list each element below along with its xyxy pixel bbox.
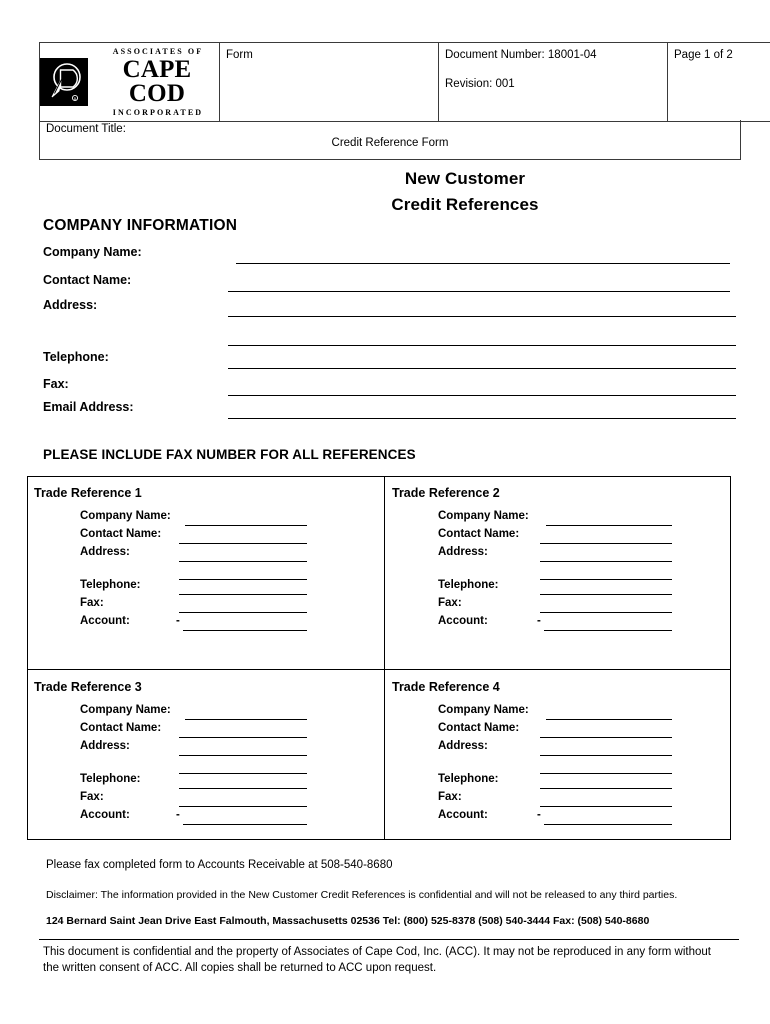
- document-number-cell: [439, 43, 668, 122]
- trade-reference-field-row: [386, 791, 726, 809]
- trade-reference-cell: [28, 671, 380, 853]
- trade-references-grid: [27, 476, 731, 840]
- trade-reference-cell: [28, 477, 380, 659]
- logo-cell: [40, 43, 220, 122]
- trade-reference-input-line[interactable]: [544, 824, 672, 825]
- trade-reference-field-row: [28, 579, 368, 597]
- trade-reference-field-label: Contact Name:: [438, 528, 520, 540]
- account-prefix-dash: -: [176, 615, 180, 627]
- company-field-row: [43, 350, 703, 372]
- company-field-input-line[interactable]: [228, 368, 736, 369]
- trade-reference-input-line[interactable]: [540, 612, 672, 613]
- trade-reference-title: Trade Reference 3: [34, 680, 142, 694]
- trade-reference-input-line[interactable]: [179, 561, 307, 562]
- disclaimer-text: Disclaimer: The information provided in the New Customer Credit References is confidential and will not be released to any third parties.: [46, 889, 678, 901]
- trade-reference-field-label: Telephone:: [438, 579, 499, 591]
- trade-reference-field-row: [386, 740, 726, 758]
- company-field-label: Telephone:: [43, 350, 109, 364]
- trade-reference-field-label: Account:: [438, 809, 488, 821]
- logo-wordmark: [95, 48, 219, 117]
- trade-reference-field-row: [28, 597, 368, 615]
- revision-number: Revision: 001: [445, 78, 515, 91]
- trade-reference-input-line[interactable]: [179, 612, 307, 613]
- trade-reference-input-line[interactable]: [540, 594, 672, 595]
- form-label: Form: [226, 49, 253, 61]
- company-field-row: [43, 400, 703, 422]
- trade-reference-input-line[interactable]: [183, 630, 307, 631]
- logo-line-associates: ASSOCIATES OF: [112, 46, 204, 56]
- trade-reference-input-line[interactable]: [179, 594, 307, 595]
- page-title: [300, 166, 630, 218]
- trade-reference-field-row: [386, 597, 726, 615]
- fax-notice: PLEASE INCLUDE FAX NUMBER FOR ALL REFERENCES: [43, 447, 416, 462]
- trade-reference-field-row: [386, 510, 726, 528]
- company-field-label: Address:: [43, 298, 98, 312]
- horseshoe-crab-icon: [40, 58, 88, 106]
- grid-horizontal-divider: [28, 669, 730, 670]
- logo-line-incorporated: INCORPORATED: [112, 107, 204, 117]
- trade-reference-input-line[interactable]: [546, 525, 672, 526]
- trade-reference-title: Trade Reference 1: [34, 486, 142, 500]
- trade-reference-field-label: Telephone:: [438, 773, 499, 785]
- trade-reference-input-line[interactable]: [540, 788, 672, 789]
- trade-reference-input-line[interactable]: [546, 719, 672, 720]
- trade-reference-input-line[interactable]: [544, 630, 672, 631]
- trade-reference-field-label: Fax:: [438, 791, 462, 803]
- trade-reference-field-row: [386, 704, 726, 722]
- trade-reference-input-line[interactable]: [179, 543, 307, 544]
- trade-reference-field-label: Contact Name:: [438, 722, 520, 734]
- trade-reference-field-row: [386, 546, 726, 564]
- trade-reference-field-label: Company Name:: [80, 704, 171, 716]
- trade-reference-field-row: [28, 809, 368, 827]
- company-field-input-line[interactable]: [236, 263, 730, 264]
- trade-reference-input-line[interactable]: [179, 755, 307, 756]
- company-field-label: Contact Name:: [43, 273, 132, 287]
- company-address: 124 Bernard Saint Jean Drive East Falmouth, Massachusetts 02536 Tel: (800) 525-8378 (508) 540-3444 Fax: (508) 540-8680: [46, 915, 650, 927]
- trade-reference-field-label: Fax:: [80, 597, 104, 609]
- trade-reference-input-line[interactable]: [540, 543, 672, 544]
- page-title-line1: New Customer: [404, 169, 526, 188]
- company-field-input-line[interactable]: [228, 345, 736, 346]
- trade-reference-input-line[interactable]: [185, 525, 307, 526]
- document-title-label: Document Title:: [46, 123, 126, 135]
- trade-reference-field-label: Address:: [438, 740, 488, 752]
- trade-reference-field-row: [28, 510, 368, 528]
- trade-reference-field-row: [28, 791, 368, 809]
- trade-reference-field-row: [386, 579, 726, 597]
- trade-reference-field-row: [28, 722, 368, 740]
- trade-reference-field-label: Address:: [80, 740, 130, 752]
- footer-divider: [39, 939, 739, 940]
- document-title-cell: [40, 120, 741, 160]
- trade-reference-input-line[interactable]: [540, 737, 672, 738]
- trade-reference-input-line[interactable]: [179, 806, 307, 807]
- trade-reference-field-label: Telephone:: [80, 579, 141, 591]
- trade-reference-title: Trade Reference 4: [392, 680, 500, 694]
- page-number-cell: [668, 43, 770, 122]
- trade-reference-field-label: Telephone:: [80, 773, 141, 785]
- logo-line-capecod: CAPE COD: [122, 55, 192, 107]
- trade-reference-field-label: Account:: [80, 809, 130, 821]
- company-field-label: Email Address:: [43, 400, 134, 414]
- company-field-input-line[interactable]: [228, 395, 736, 396]
- trade-reference-cell: [386, 671, 738, 853]
- document-header-table: [39, 42, 770, 122]
- trade-reference-input-line[interactable]: [179, 737, 307, 738]
- document-number: Document Number: 18001-04: [445, 49, 597, 61]
- fax-instruction: Please fax completed form to Accounts Receivable at 508-540-8680: [46, 859, 393, 871]
- trade-reference-input-line[interactable]: [540, 806, 672, 807]
- company-field-row: [43, 298, 703, 320]
- trade-reference-input-line[interactable]: [183, 824, 307, 825]
- trade-reference-field-row: [28, 773, 368, 791]
- document-title-table: [39, 120, 741, 160]
- page-title-line2: Credit References: [391, 194, 539, 214]
- company-field-label: Company Name:: [43, 245, 142, 259]
- company-field-row: [43, 273, 703, 295]
- company-field-row: [43, 377, 703, 399]
- trade-reference-field-label: Account:: [438, 615, 488, 627]
- trade-reference-field-row: [386, 773, 726, 791]
- company-logo: [40, 43, 219, 121]
- trade-reference-field-label: Address:: [438, 546, 488, 558]
- trade-reference-input-line[interactable]: [540, 561, 672, 562]
- trade-reference-field-label: Fax:: [80, 791, 104, 803]
- company-field-label: Fax:: [43, 377, 69, 391]
- trade-reference-field-row: [386, 528, 726, 546]
- trade-reference-field-label: Account:: [80, 615, 130, 627]
- trade-reference-input-line[interactable]: [185, 719, 307, 720]
- trade-reference-field-label: Company Name:: [438, 510, 529, 522]
- trade-reference-field-row: [28, 740, 368, 758]
- trade-reference-field-row: [386, 615, 726, 633]
- trade-reference-field-label: Fax:: [438, 597, 462, 609]
- account-prefix-dash: -: [176, 809, 180, 821]
- trade-reference-field-row: [28, 546, 368, 564]
- company-field-input-line[interactable]: [228, 418, 736, 419]
- company-field-row: [43, 327, 703, 349]
- document-title-value: Credit Reference Form: [331, 137, 449, 149]
- trade-reference-field-label: Contact Name:: [80, 722, 162, 734]
- trade-reference-field-row: [386, 809, 726, 827]
- trade-reference-input-line[interactable]: [540, 755, 672, 756]
- company-field-input-line[interactable]: [228, 316, 736, 317]
- trade-reference-field-row: [28, 615, 368, 633]
- page-number: Page 1 of 2: [674, 49, 733, 61]
- trade-reference-field-row: [28, 528, 368, 546]
- svg-text:R: R: [73, 96, 77, 102]
- trade-reference-field-label: Company Name:: [438, 704, 529, 716]
- trade-reference-input-line[interactable]: [179, 788, 307, 789]
- account-prefix-dash: -: [537, 809, 541, 821]
- trade-reference-field-label: Company Name:: [80, 510, 171, 522]
- account-prefix-dash: -: [537, 615, 541, 627]
- company-field-input-line[interactable]: [228, 291, 730, 292]
- confidentiality-notice: This document is confidential and the property of Associates of Cape Cod, Inc. (ACC). It may not be reproduced in any form without the written consent of ACC. All copies shall be returned to ACC upon request.: [43, 946, 711, 975]
- grid-vertical-divider: [384, 477, 385, 839]
- trade-reference-field-label: Contact Name:: [80, 528, 162, 540]
- trade-reference-cell: [386, 477, 738, 659]
- company-field-row: [43, 245, 703, 267]
- trade-reference-field-label: Address:: [80, 546, 130, 558]
- form-label-cell: [220, 43, 439, 122]
- trade-reference-field-row: [386, 722, 726, 740]
- trade-reference-field-row: [28, 704, 368, 722]
- trade-reference-title: Trade Reference 2: [392, 486, 500, 500]
- company-information-heading: COMPANY INFORMATION: [43, 217, 238, 234]
